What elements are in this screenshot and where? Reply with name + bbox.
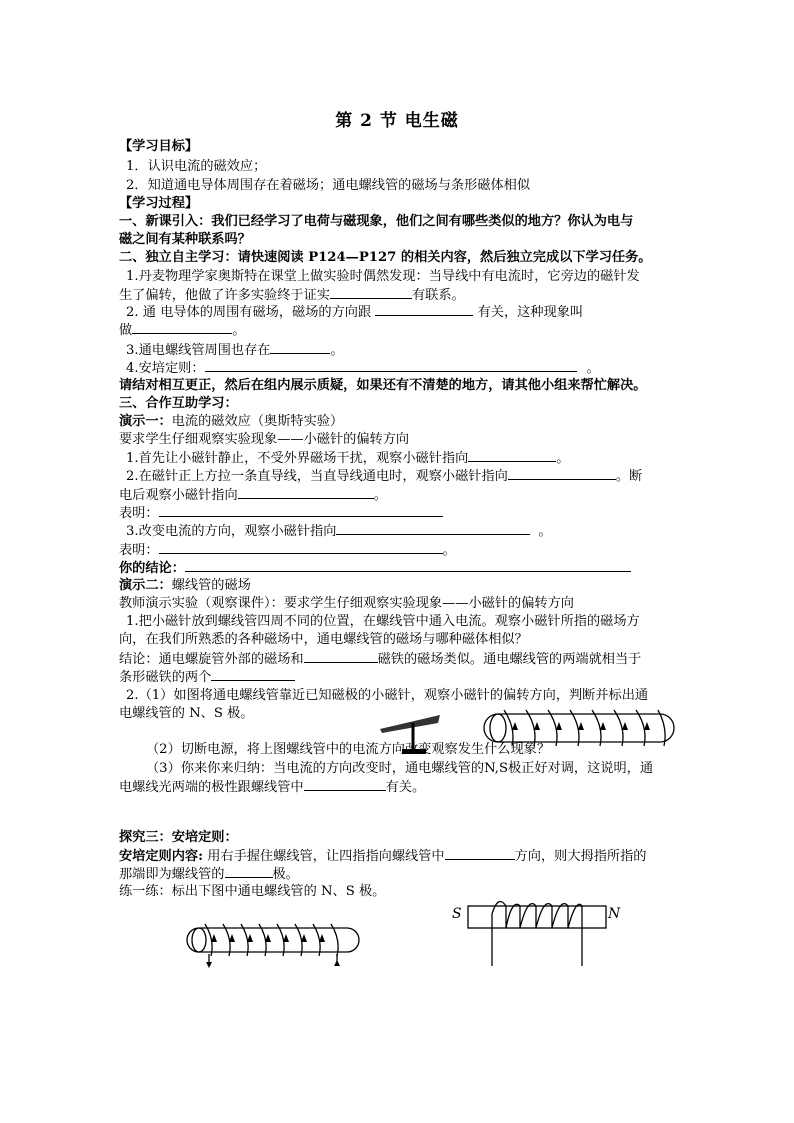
d2-result-line-2 bbox=[119, 667, 679, 687]
goal-item-1: 1．认识电流的磁效应； bbox=[126, 159, 267, 174]
d1-q1-text: 1.首先让小磁针静止，不受外界磁场干扰，观察小磁针指向 bbox=[126, 451, 469, 466]
shows-line-1 bbox=[119, 503, 679, 523]
answer-blank[interactable] bbox=[445, 846, 515, 860]
answer-blank[interactable] bbox=[132, 320, 232, 334]
answer-blank[interactable] bbox=[468, 448, 556, 462]
d1-q2-text-d: 。 bbox=[373, 488, 387, 503]
answer-blank[interactable] bbox=[508, 466, 616, 480]
q2-text-f: 。 bbox=[232, 323, 246, 338]
d2-q2-2-line: （2）切断电源，将上图螺线管中的电流方向改变观察发生什么现象？ bbox=[146, 742, 551, 757]
answer-blank[interactable] bbox=[336, 521, 530, 535]
d2-q2-3-text-b: 有关。 bbox=[385, 780, 426, 795]
ampere-text-d: 极。 bbox=[272, 867, 299, 882]
answer-blank[interactable] bbox=[304, 777, 386, 791]
d1-q3-end: 。 bbox=[538, 524, 552, 539]
d1-q2-text-c: 电后观察小磁针指向 bbox=[119, 488, 238, 503]
q2-line-2 bbox=[119, 320, 679, 340]
process-header: 【学习过程】 bbox=[119, 196, 199, 211]
page-title: 第 2 节 电生磁 bbox=[335, 111, 459, 131]
d1-q3-line bbox=[126, 521, 686, 541]
d1-q3-text: 3.改变电流的方向，观察小磁针指向 bbox=[126, 524, 337, 539]
q2-text-d: 有关，这种现象叫 bbox=[477, 305, 584, 320]
bar-magnet-figure bbox=[466, 894, 608, 970]
demo2-line bbox=[119, 576, 679, 595]
q1-text-b: 有联系。 bbox=[412, 288, 465, 303]
shows-label-1: 表明： bbox=[119, 506, 159, 521]
d1-q1-end: 。 bbox=[556, 451, 570, 466]
q1-line-1: 1.丹麦物理学家奥斯特在课堂上做实验时偶然发现：当导线中有电流时，它旁边的磁针发 bbox=[126, 269, 640, 284]
demo1-requirement: 要求学生仔细观察实验现象——小磁针的偏转方向 bbox=[119, 432, 410, 447]
compass-needle bbox=[380, 715, 440, 733]
d2-q1-line-2: 向，在我们所熟悉的各种磁场中，通电螺线管的磁场与哪种磁体相似？ bbox=[119, 632, 528, 647]
d2-result-text-a: 结论：通电螺旋管外部的磁场和 bbox=[119, 652, 304, 667]
q3-text-b: 。 bbox=[330, 343, 344, 358]
shows-end-2: 。 bbox=[442, 543, 456, 558]
d1-q2-line bbox=[126, 466, 686, 486]
ampere-text-c: 那端即为螺线管的 bbox=[119, 867, 225, 882]
q1-text-a: 生了偏转，他做了许多实验终于证实 bbox=[119, 288, 330, 303]
solenoid-figure-2 bbox=[185, 918, 363, 970]
answer-blank[interactable] bbox=[375, 302, 473, 316]
answer-blank[interactable] bbox=[159, 503, 443, 517]
d1-q2-text: 2.在磁针正上方拉一条直导线，当直导线通电时，观察小磁针指向 bbox=[126, 469, 508, 484]
pole-label-n: N bbox=[608, 906, 621, 922]
d2-q2-line-1: 2.（1）如图将通电螺线管靠近已知磁极的小磁针，观察小磁针的偏转方向，判断并标出通 bbox=[126, 688, 649, 703]
answer-blank[interactable] bbox=[225, 864, 273, 878]
answer-blank[interactable] bbox=[304, 649, 378, 663]
conclusion-label: 你的结论： bbox=[119, 561, 185, 576]
intro-line-2: 磁之间有某种联系吗？ bbox=[119, 232, 251, 247]
answer-blank[interactable] bbox=[205, 358, 577, 372]
shows-line-2 bbox=[119, 540, 679, 560]
q2-text-b: 通 bbox=[142, 305, 156, 320]
goal-item-2: 2．知道通电导体周围存在着磁场；通电螺线管的磁场与条形磁体相似 bbox=[126, 178, 531, 193]
d1-q1-line bbox=[126, 448, 686, 468]
ampere-text-b: 方向，则大拇指所指的 bbox=[514, 849, 647, 864]
correct-note: 请结对相互更正，然后在组内展示质疑，如果还有不清楚的地方，请其他小组来帮忙解决。 bbox=[119, 378, 647, 393]
ampere-text-a: 用右手握住螺线管，让四指指向螺线管中 bbox=[203, 849, 445, 864]
d2-result-text-b: 磁铁的磁场类似。通电螺线管的两端就相当于 bbox=[377, 652, 642, 667]
demo2-label: 演示二： bbox=[119, 578, 172, 593]
q3-line bbox=[126, 340, 686, 360]
goals-header: 【学习目标】 bbox=[119, 139, 199, 154]
ampere-line-2 bbox=[119, 864, 679, 884]
ampere-line-1 bbox=[119, 846, 679, 866]
q2-line-1 bbox=[126, 302, 686, 322]
shows-label-2: 表明： bbox=[119, 543, 159, 558]
d2-q1-line-1: 1.把小磁针放到螺线管四周不同的位置，在螺线管中通入电流。观察小磁针所指的磁场方 bbox=[126, 614, 640, 629]
d1-q2-end: 。断 bbox=[615, 469, 643, 484]
solenoid-end bbox=[192, 928, 206, 952]
d2-q2-3-text-a: 电螺线光两端的极性跟螺线管中 bbox=[119, 780, 304, 795]
practice-line: 练一练：标出下图中通电螺线管的 N、S 极。 bbox=[119, 884, 386, 899]
d1-q2-line-2 bbox=[119, 485, 679, 505]
cooperation-header: 三、合作互助学习： bbox=[119, 396, 238, 411]
conclusion-line bbox=[119, 558, 679, 578]
demo2-text: 螺线管的磁场 bbox=[171, 578, 251, 593]
demo2-requirement: 教师演示实验（观察课件）：要求学生仔细观察实验现象——小磁针的偏转方向 bbox=[119, 596, 574, 611]
magnet-coils bbox=[492, 902, 582, 967]
self-study-header: 二、独立自主学习：请快速阅读 P124—P127 的相关内容，然后独立完成以下学习任务。 bbox=[119, 250, 652, 265]
d2-q2-line-2: 电螺线管的 N、S 极。 bbox=[119, 706, 254, 721]
demo1-line bbox=[119, 412, 679, 431]
q4-line bbox=[126, 358, 686, 378]
d2-q2-3-line-2 bbox=[119, 777, 679, 797]
q2-text-c: 电导体的周围有磁场，磁场的方向跟 bbox=[160, 305, 372, 320]
q3-text-a: 3.通电螺线管周围也存在 bbox=[126, 343, 271, 358]
ampere-label: 安培定则内容: bbox=[119, 849, 203, 864]
q2-number: 2. bbox=[126, 305, 139, 320]
pole-label-s: S bbox=[452, 906, 462, 922]
answer-blank[interactable] bbox=[211, 667, 295, 681]
demo1-label: 演示一： bbox=[119, 414, 172, 429]
solenoid-end bbox=[490, 714, 506, 742]
d2-q2-3-line-1: （3）你来你来归纳：当电流的方向改变时，通电螺线管的N,S极正好对调，这说明，通 bbox=[146, 761, 654, 776]
answer-blank[interactable] bbox=[238, 485, 374, 499]
q2-text-e: 做 bbox=[119, 323, 133, 338]
solenoid-coils bbox=[205, 924, 338, 966]
q4-text-b: 。 bbox=[586, 361, 600, 376]
intro-line-1: 一、新课引入：我们已经学习了电荷与磁现象，他们之间有哪些类似的地方？你认为电与 bbox=[119, 214, 634, 229]
explore3-header: 探究三：安培定则： bbox=[119, 830, 238, 845]
q4-text-a: 4.安培定则： bbox=[126, 361, 205, 376]
demo1-text: 电流的磁效应（奥斯特实验） bbox=[171, 414, 344, 429]
answer-blank[interactable] bbox=[330, 285, 412, 299]
answer-blank[interactable] bbox=[185, 558, 631, 572]
d2-result-text-c: 条形磁铁的两个 bbox=[119, 670, 212, 685]
answer-blank[interactable] bbox=[159, 540, 443, 554]
answer-blank[interactable] bbox=[270, 340, 330, 354]
d2-result-line-1 bbox=[119, 649, 679, 669]
